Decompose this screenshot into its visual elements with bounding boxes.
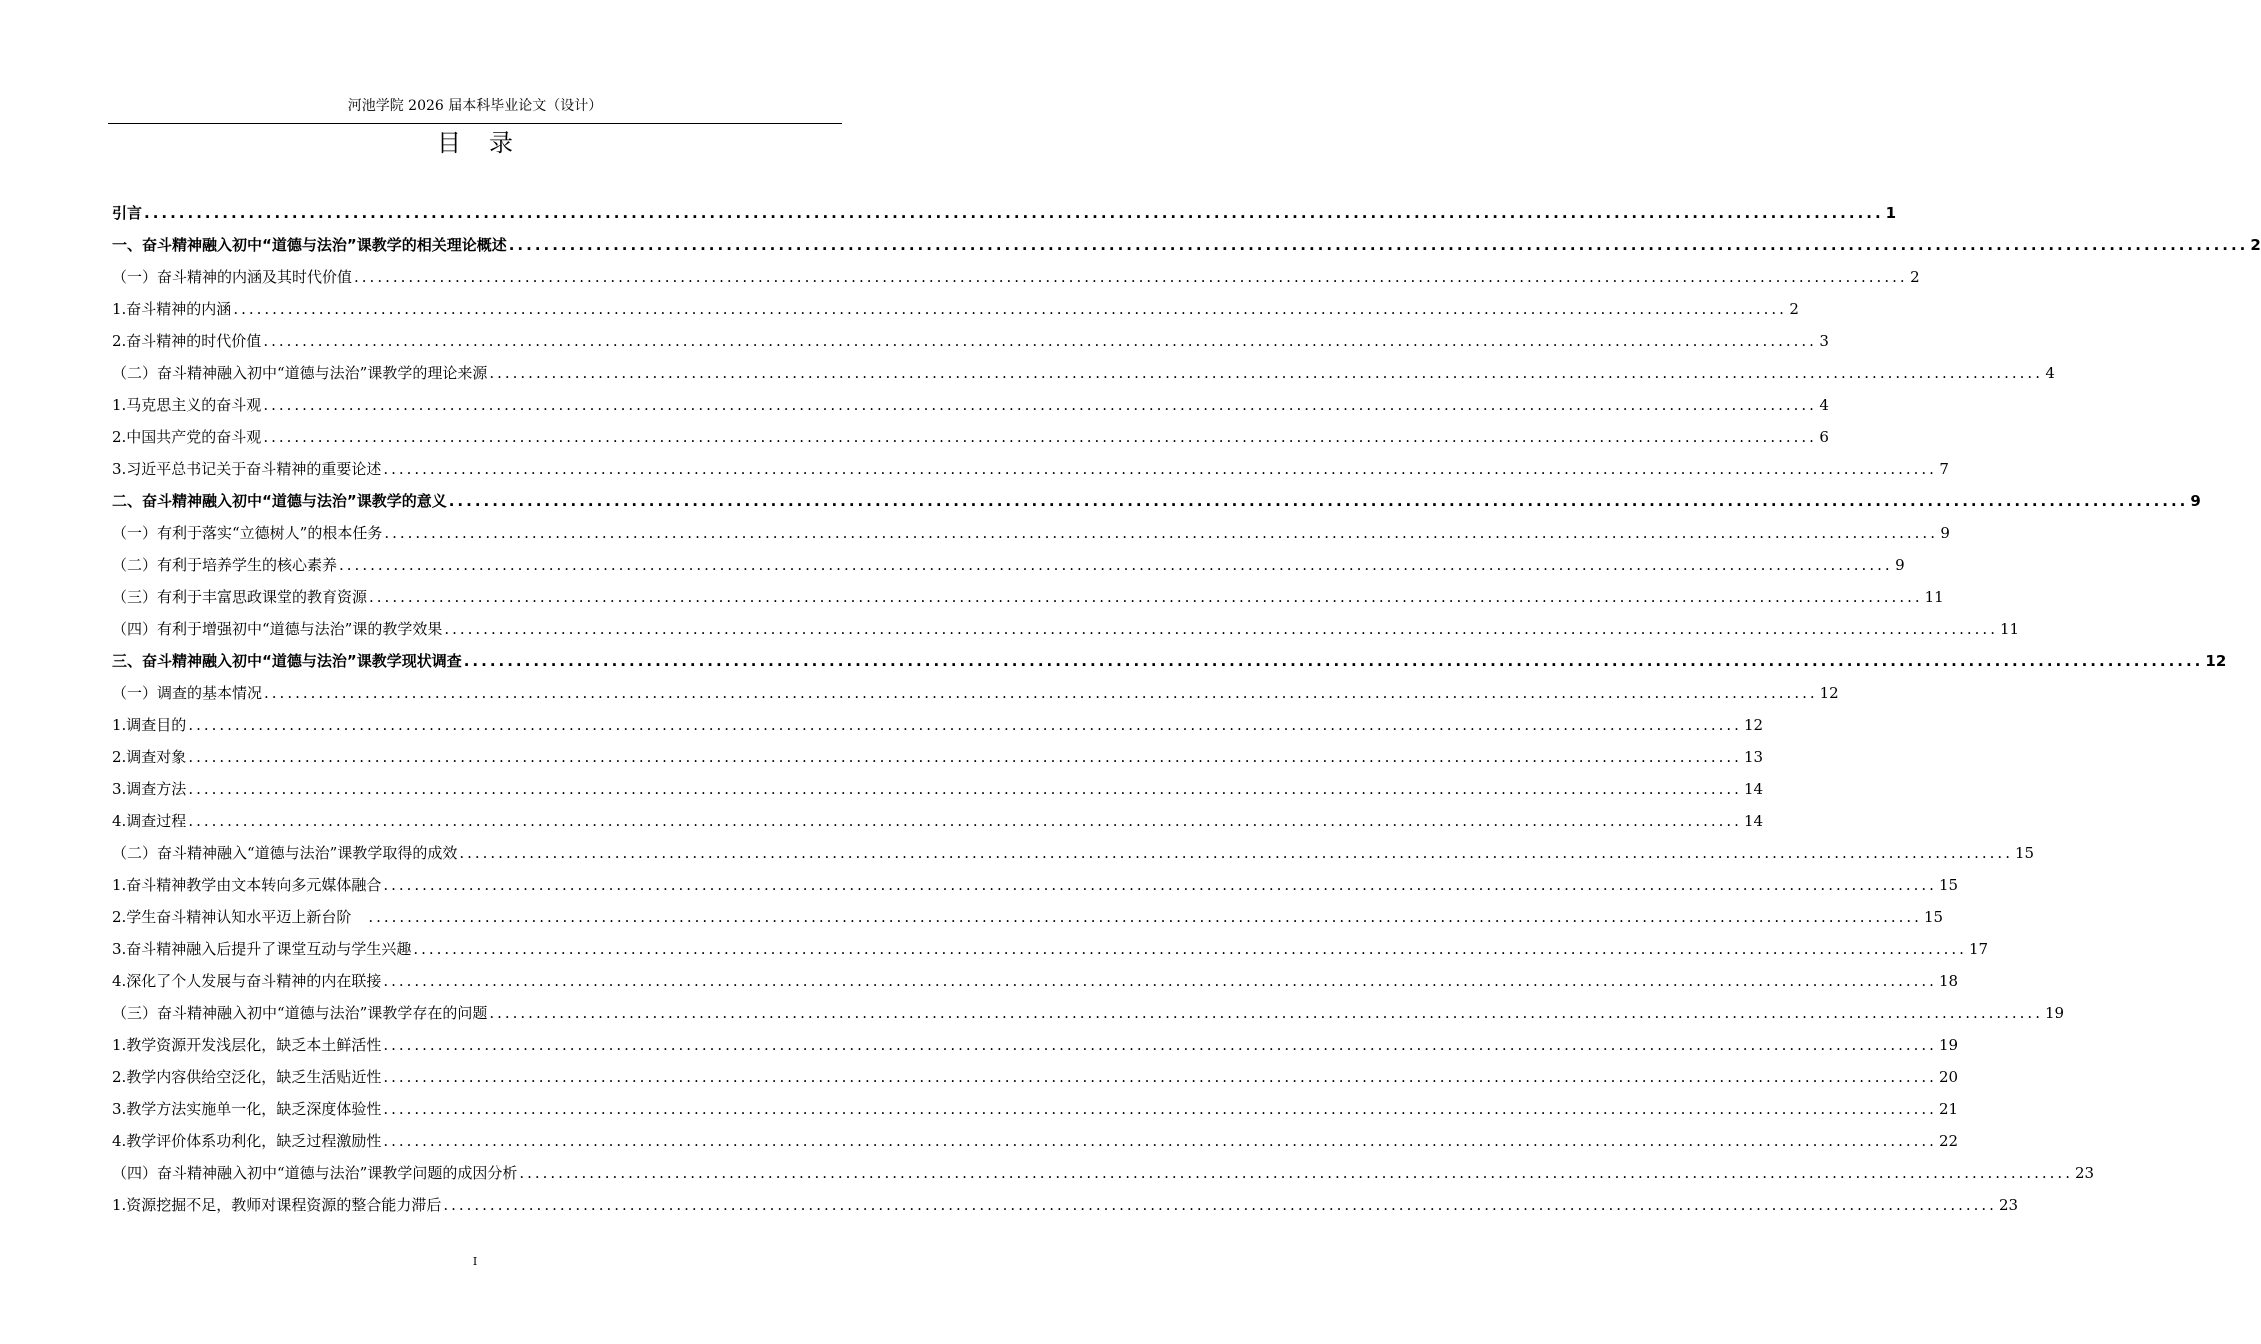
- toc-entry-page: 23: [2074, 1164, 2095, 1182]
- toc-entry-page: 15: [1938, 876, 1959, 894]
- toc-entry-page: 13: [1743, 748, 1764, 766]
- toc-dot-leader: ........................................................................................................................................................................................................: [448, 492, 2189, 510]
- toc-dot-leader: ........................................................................................................................................................................................................: [383, 1068, 1937, 1086]
- toc-entry-page: 23: [1998, 1196, 2019, 1214]
- toc-dot-leader: ........................................................................................................................................................................................................: [188, 812, 1742, 830]
- toc-entry[interactable]: [112, 517, 1950, 549]
- toc-dot-leader: ........................................................................................................................................................................................................: [144, 204, 1884, 222]
- toc-entry[interactable]: [112, 549, 1905, 581]
- toc-dot-leader: ........................................................................................................................................................................................................: [263, 428, 1817, 446]
- toc-entry[interactable]: [112, 357, 2055, 389]
- toc-entry-page: 1: [1885, 204, 1897, 222]
- toc-entry-label: （四）奋斗精神融入初中“道德与法治”课教学问题的成因分析: [112, 1164, 518, 1182]
- toc-entry-label: 1.调查目的: [112, 716, 187, 734]
- toc-entry[interactable]: [112, 293, 1799, 325]
- toc-entry-label: 2.教学内容供给空泛化，缺乏生活贴近性: [112, 1068, 382, 1086]
- toc-entry[interactable]: [112, 1189, 2019, 1221]
- toc-dot-leader: ........................................................................................................................................................................................................: [463, 652, 2204, 670]
- toc-entry[interactable]: [112, 741, 1764, 773]
- toc-entry[interactable]: [112, 389, 1829, 421]
- toc-entry[interactable]: [112, 261, 1920, 293]
- toc-entry-label: （四）有利于增强初中“道德与法治”课的教学效果: [112, 620, 443, 638]
- toc-entry[interactable]: [112, 805, 1764, 837]
- toc-dot-leader: ........................................................................................................................................................................................................: [188, 780, 1742, 798]
- toc-dot-leader: ........................................................................................................................................................................................................: [263, 396, 1817, 414]
- toc-entry-label: 一、奋斗精神融入初中“道德与法治”课教学的相关理论概述: [112, 236, 507, 254]
- toc-entry[interactable]: [112, 773, 1764, 805]
- toc-dot-leader: ........................................................................................................................................................................................................: [489, 364, 2043, 382]
- toc-entry-page: 2: [1789, 300, 1799, 318]
- header-rule: [108, 123, 842, 124]
- toc-dot-leader: ........................................................................................................................................................................................................: [264, 684, 1818, 702]
- page-title: 目录: [437, 129, 541, 157]
- toc-entry-label: 2.调查对象: [112, 748, 187, 766]
- toc-entry-label: （一）奋斗精神的内涵及其时代价值: [112, 268, 353, 286]
- toc-entry-page: 15: [2014, 844, 2035, 862]
- toc-entry-label: 三、奋斗精神融入初中“道德与法治”课教学现状调查: [112, 652, 462, 670]
- toc-entry-page: 3: [1819, 332, 1829, 350]
- toc-entry-page: 19: [2044, 1004, 2065, 1022]
- toc-entry-label: （三）有利于丰富思政课堂的教育资源: [112, 588, 368, 606]
- toc-entry-page: 9: [2190, 492, 2201, 510]
- toc-entry[interactable]: [112, 1061, 1959, 1093]
- toc-entry-page: 12: [2205, 652, 2227, 670]
- toc-entry-label: 3.奋斗精神融入后提升了课堂互动与学生兴趣: [112, 940, 412, 958]
- toc-entry-page: 20: [1938, 1068, 1959, 1086]
- toc-entry-label: 1.奋斗精神的内涵: [112, 300, 232, 318]
- toc-entry[interactable]: [112, 485, 2201, 517]
- toc-dot-leader: ........................................................................................................................................................................................................: [354, 268, 1908, 286]
- toc-entry[interactable]: [112, 1125, 1959, 1157]
- toc-dot-leader: ........................................................................................................................................................................................................: [383, 1132, 1937, 1150]
- toc-entry-page: 14: [1743, 780, 1764, 798]
- toc-dot-leader: ........................................................................................................................................................................................................: [188, 716, 1742, 734]
- toc-entry-label: （三）奋斗精神融入初中“道德与法治”课教学存在的问题: [112, 1004, 488, 1022]
- toc-entry[interactable]: [112, 965, 1959, 997]
- toc-entry-label: （二）奋斗精神融入初中“道德与法治”课教学的理论来源: [112, 364, 488, 382]
- toc-entry-label: 引言: [112, 204, 143, 222]
- toc-dot-leader: ........................................................................................................................................................................................................: [383, 460, 1937, 478]
- toc-entry[interactable]: [112, 1157, 2095, 1189]
- toc-entry-label: （一）有利于落实“立德树人”的根本任务: [112, 524, 383, 542]
- toc-entry-label: 3.习近平总书记关于奋斗精神的重要论述: [112, 460, 382, 478]
- page-number: I: [472, 1255, 478, 1268]
- toc-entry[interactable]: [112, 421, 1829, 453]
- toc-dot-leader: ........................................................................................................................................................................................................: [508, 236, 2249, 254]
- toc-dot-leader: ........................................................................................................................................................................................................: [443, 1196, 1997, 1214]
- toc-entry[interactable]: [112, 837, 2035, 869]
- toc-entry-label: 2.学生奋斗精神认知水平迈上新台阶: [112, 908, 367, 926]
- toc-entry-page: 17: [1968, 940, 1989, 958]
- toc-dot-leader: ........................................................................................................................................................................................................: [233, 300, 1787, 318]
- toc-dot-leader: ........................................................................................................................................................................................................: [444, 620, 1998, 638]
- toc-entry-label: 二、奋斗精神融入初中“道德与法治”课教学的意义: [112, 492, 447, 510]
- toc-entry-page: 15: [1923, 908, 1944, 926]
- toc-entry-page: 12: [1743, 716, 1764, 734]
- toc-entry[interactable]: [112, 645, 2227, 677]
- toc-dot-leader: ........................................................................................................................................................................................................: [383, 1100, 1937, 1118]
- toc-entry[interactable]: [112, 997, 2065, 1029]
- toc-dot-leader: ........................................................................................................................................................................................................: [413, 940, 1967, 958]
- toc-entry-page: 18: [1938, 972, 1959, 990]
- toc-entry-page: 21: [1938, 1100, 1959, 1118]
- toc-dot-leader: ........................................................................................................................................................................................................: [188, 748, 1742, 766]
- toc-entry-label: 1.奋斗精神教学由文本转向多元媒体融合: [112, 876, 382, 894]
- toc-entry-page: 2: [1910, 268, 1920, 286]
- toc-entry-page: 19: [1938, 1036, 1959, 1054]
- toc-entry[interactable]: [112, 581, 1944, 613]
- toc-entry[interactable]: [112, 613, 2020, 645]
- toc-entry-label: （二）有利于培养学生的核心素养: [112, 556, 338, 574]
- toc-entry-label: 2.奋斗精神的时代价值: [112, 332, 262, 350]
- toc-entry-label: 2.中国共产党的奋斗观: [112, 428, 262, 446]
- toc-dot-leader: ........................................................................................................................................................................................................: [368, 908, 1922, 926]
- toc-entry[interactable]: [112, 901, 1944, 933]
- toc-entry-label: （一）调查的基本情况: [112, 684, 263, 702]
- toc-dot-leader: ........................................................................................................................................................................................................: [519, 1164, 2073, 1182]
- toc-entry-page: 11: [1924, 588, 1944, 606]
- toc-dot-leader: ........................................................................................................................................................................................................: [369, 588, 1923, 606]
- toc-entry[interactable]: [112, 453, 1949, 485]
- toc-entry-label: 4.教学评价体系功利化，缺乏过程激励性: [112, 1132, 382, 1150]
- toc-entry-page: 6: [1819, 428, 1829, 446]
- toc-entry-label: 4.调查过程: [112, 812, 187, 830]
- toc-dot-leader: ........................................................................................................................................................................................................: [339, 556, 1893, 574]
- toc-entry-page: 7: [1939, 460, 1949, 478]
- toc-entry-label: 3.调查方法: [112, 780, 187, 798]
- toc-entry-page: 9: [1895, 556, 1905, 574]
- toc-entry-page: 12: [1819, 684, 1839, 702]
- page-header: 河池学院 2026 届本科毕业论文（设计）: [347, 98, 603, 114]
- toc-entry-label: （二）奋斗精神融入“道德与法治”课教学取得的成效: [112, 844, 458, 862]
- toc-entry-label: 1.教学资源开发浅层化，缺乏本土鲜活性: [112, 1036, 382, 1054]
- toc-entry[interactable]: [112, 197, 1897, 229]
- table-of-contents: [112, 197, 2261, 1221]
- toc-entry-page: 11: [1999, 620, 2020, 638]
- toc-entry-label: 1.资源挖掘不足，教师对课程资源的整合能力滞后: [112, 1196, 442, 1214]
- toc-entry-page: 4: [1819, 396, 1829, 414]
- toc-entry[interactable]: [112, 869, 1959, 901]
- toc-dot-leader: ........................................................................................................................................................................................................: [263, 332, 1817, 350]
- toc-entry[interactable]: [112, 677, 1839, 709]
- toc-entry-label: 4.深化了个人发展与奋斗精神的内在联接: [112, 972, 382, 990]
- toc-entry-page: 4: [2045, 364, 2055, 382]
- toc-dot-leader: ........................................................................................................................................................................................................: [459, 844, 2013, 862]
- toc-entry-page: 2: [2250, 236, 2261, 254]
- toc-entry[interactable]: [112, 1093, 1959, 1125]
- toc-dot-leader: ........................................................................................................................................................................................................: [383, 876, 1937, 894]
- toc-entry[interactable]: [112, 325, 1829, 357]
- toc-entry-page: 9: [1940, 524, 1950, 542]
- toc-dot-leader: ........................................................................................................................................................................................................: [489, 1004, 2043, 1022]
- toc-dot-leader: ........................................................................................................................................................................................................: [383, 1036, 1937, 1054]
- toc-entry[interactable]: [112, 229, 2261, 261]
- toc-entry[interactable]: [112, 709, 1764, 741]
- toc-entry-page: 22: [1938, 1132, 1959, 1150]
- toc-entry-page: 14: [1743, 812, 1764, 830]
- toc-entry[interactable]: [112, 1029, 1959, 1061]
- toc-dot-leader: ........................................................................................................................................................................................................: [383, 972, 1937, 990]
- toc-entry[interactable]: [112, 933, 1989, 965]
- toc-entry-label: 1.马克思主义的奋斗观: [112, 396, 262, 414]
- toc-dot-leader: ........................................................................................................................................................................................................: [384, 524, 1938, 542]
- toc-entry-label: 3.教学方法实施单一化，缺乏深度体验性: [112, 1100, 382, 1118]
